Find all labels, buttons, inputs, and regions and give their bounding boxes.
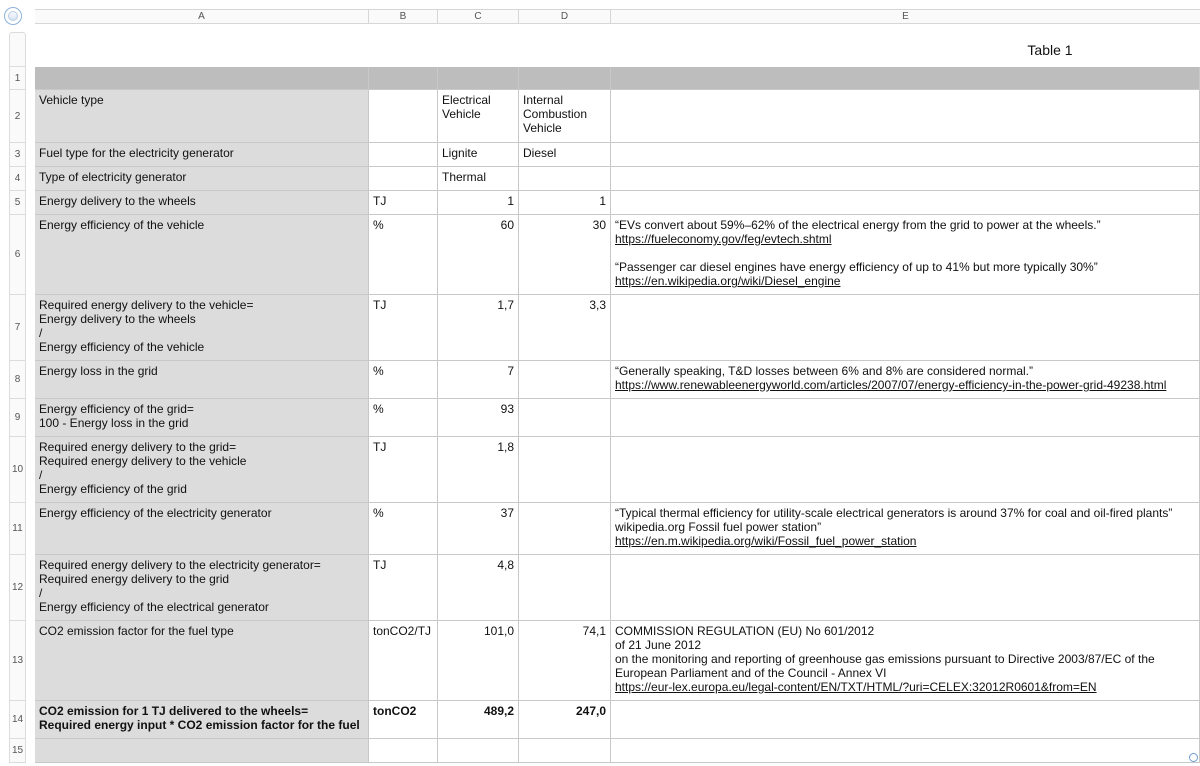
cell-b6[interactable]	[369, 215, 438, 295]
cell-a13[interactable]	[35, 621, 369, 701]
cell-link[interactable]: https://en.wikipedia.org/wiki/Diesel_engine	[615, 274, 841, 288]
cell-text-line: /	[39, 326, 43, 340]
cell-text-line: Energy efficiency of the grid	[39, 482, 187, 496]
cell-text-line: 3,3	[589, 298, 606, 312]
cell-b5[interactable]	[369, 191, 438, 215]
table-title[interactable]: Table 1	[1027, 42, 1073, 58]
cell-d9[interactable]	[519, 399, 611, 437]
row-header-8[interactable]: 8	[9, 361, 26, 399]
cell-text-line: Energy delivery to the wheels	[39, 312, 196, 326]
cell-e6[interactable]	[611, 215, 1200, 295]
cell-blank-line	[615, 246, 1195, 260]
cell-text-line: 1	[599, 194, 606, 208]
cell-text-line: 7	[507, 364, 514, 378]
cell-text-line: on the monitoring and reporting of greenhouse gas emissions pursuant to Directive 2003/87/EC of the	[615, 652, 1155, 666]
cell-c1[interactable]	[438, 67, 519, 90]
cell-text-line: Energy efficiency of the vehicle	[39, 218, 205, 232]
row-header-9[interactable]: 9	[9, 399, 26, 437]
cell-a12[interactable]	[35, 555, 369, 621]
row-header-3[interactable]: 3	[9, 143, 26, 167]
cell-e9[interactable]	[611, 399, 1200, 437]
cell-b11[interactable]	[369, 503, 438, 555]
cell-a5[interactable]	[35, 191, 369, 215]
cell-c5[interactable]	[438, 191, 519, 215]
cell-e12[interactable]	[611, 555, 1200, 621]
cell-e13[interactable]	[611, 621, 1200, 701]
cell-a9[interactable]	[35, 399, 369, 437]
cell-text-line: Fuel type for the electricity generator	[39, 146, 234, 160]
cell-b14[interactable]	[369, 701, 438, 739]
cell-d1[interactable]	[519, 67, 611, 90]
cell-b13[interactable]	[369, 621, 438, 701]
cell-e3[interactable]	[611, 143, 1200, 167]
cell-text-line: Combustion	[523, 107, 588, 121]
cell-a14[interactable]	[35, 701, 369, 739]
cell-text-line: 1,8	[497, 440, 514, 454]
cell-e4[interactable]	[611, 167, 1200, 191]
cell-text-line: TJ	[373, 298, 387, 312]
cell-text-line: CO2 emission for 1 TJ delivered to the wheels=	[39, 704, 309, 718]
cell-text-line: Required energy delivery to the vehicle	[39, 454, 247, 468]
cell-b10[interactable]	[369, 437, 438, 503]
row-header-bar	[9, 32, 26, 766]
row-header-4[interactable]: 4	[9, 167, 26, 191]
cell-text-line: 100 - Energy loss in the grid	[39, 416, 189, 430]
cell-b12[interactable]	[369, 555, 438, 621]
cell-text-line: 1,7	[497, 298, 514, 312]
cell-d2[interactable]	[519, 90, 611, 143]
cell-text-line: Required energy delivery to the vehicle=	[39, 298, 254, 312]
cell-link[interactable]: https://fueleconomy.gov/feg/evtech.shtml	[615, 232, 832, 246]
cell-text-line: 247,0	[575, 704, 606, 718]
column-header-strip	[35, 9, 1200, 24]
cell-a3[interactable]	[35, 143, 369, 167]
cell-text-line: Vehicle	[442, 107, 481, 121]
cell-a11[interactable]	[35, 503, 369, 555]
cell-text-line: %	[373, 218, 384, 232]
cell-text-line: Energy efficiency of the vehicle	[39, 340, 205, 354]
cell-d4[interactable]	[519, 167, 611, 191]
cell-text-line: %	[373, 364, 384, 378]
cell-d10[interactable]	[519, 437, 611, 503]
cell-text-line: Diesel	[523, 146, 557, 160]
cell-text-line: TJ	[373, 440, 387, 454]
cell-c14[interactable]	[438, 701, 519, 739]
row-header-7[interactable]: 7	[9, 295, 26, 361]
cell-e8[interactable]	[611, 361, 1200, 399]
cell-e15[interactable]	[611, 739, 1200, 763]
cell-text-line: Required energy delivery to the electricity generator=	[39, 558, 321, 572]
column-header-e[interactable]: E	[902, 11, 909, 22]
row-header-10[interactable]: 10	[9, 437, 26, 503]
cell-text-line: /	[39, 586, 43, 600]
cell-text-line: TJ	[373, 194, 387, 208]
cell-e5[interactable]	[611, 191, 1200, 215]
cell-d12[interactable]	[519, 555, 611, 621]
cell-b15[interactable]	[369, 739, 438, 763]
cell-text-line: tonCO2	[373, 704, 417, 718]
row-header-14[interactable]: 14	[9, 701, 26, 739]
cell-c7[interactable]	[438, 295, 519, 361]
cell-b9[interactable]	[369, 399, 438, 437]
column-header-c[interactable]: C	[438, 10, 519, 23]
cell-text-line: 101,0	[483, 624, 514, 638]
cell-c2[interactable]	[438, 90, 519, 143]
cell-c10[interactable]	[438, 437, 519, 503]
cell-text-line: wikipedia.org Fossil fuel power station”	[615, 520, 822, 534]
cell-text-line: 4,8	[497, 558, 514, 572]
cell-b8[interactable]	[369, 361, 438, 399]
cell-c3[interactable]	[438, 143, 519, 167]
row-header-12[interactable]: 12	[9, 555, 26, 621]
cell-text-line: Vehicle	[523, 121, 562, 135]
cell-text-line: 30	[592, 218, 606, 232]
cell-text-line: 489,2	[483, 704, 514, 718]
cell-text-line: Thermal	[442, 170, 487, 184]
cell-e10[interactable]	[611, 437, 1200, 503]
cell-d7[interactable]	[519, 295, 611, 361]
cell-text-line: %	[373, 402, 384, 416]
cell-text-line: /	[39, 468, 43, 482]
cell-d13[interactable]	[519, 621, 611, 701]
cell-a4[interactable]	[35, 167, 369, 191]
column-header-d[interactable]: D	[519, 10, 611, 23]
cell-d8[interactable]	[519, 361, 611, 399]
cell-d15[interactable]	[519, 739, 611, 763]
cell-d11[interactable]	[519, 503, 611, 555]
cell-d6[interactable]	[519, 215, 611, 295]
cell-c12[interactable]	[438, 555, 519, 621]
cell-text-line: Energy efficiency of the electrical generator	[39, 600, 269, 614]
cell-c8[interactable]	[438, 361, 519, 399]
cell-d5[interactable]	[519, 191, 611, 215]
cell-a7[interactable]	[35, 295, 369, 361]
cell-text-line: Energy efficiency of the electricity generator	[39, 506, 272, 520]
row-header-11[interactable]: 11	[9, 503, 26, 555]
cell-link[interactable]: https://eur-lex.europa.eu/legal-content/EN/TXT/HTML/?uri=CELEX:32012R0601&from=EN	[615, 680, 1097, 694]
column-header-bar	[0, 0, 1200, 30]
cell-a1[interactable]	[35, 67, 369, 90]
row-header-1[interactable]: 1	[9, 67, 26, 90]
cell-c15[interactable]	[438, 739, 519, 763]
cell-a6[interactable]	[35, 215, 369, 295]
cell-text-line: of 21 June 2012	[615, 638, 702, 652]
cell-e11[interactable]	[611, 503, 1200, 555]
cell-c9[interactable]	[438, 399, 519, 437]
cell-text-line: Vehicle type	[39, 93, 104, 107]
table-resize-handle-icon[interactable]	[1189, 753, 1198, 762]
cell-b4[interactable]	[369, 167, 438, 191]
cell-b2[interactable]	[369, 90, 438, 143]
cell-text-line: %	[373, 506, 384, 520]
cell-text-line: tonCO2/TJ	[373, 624, 432, 638]
cell-a15[interactable]	[35, 739, 369, 763]
cell-a8[interactable]	[35, 361, 369, 399]
row-header-13[interactable]: 13	[9, 621, 26, 701]
row-header-6[interactable]: 6	[9, 215, 26, 295]
cell-d14[interactable]	[519, 701, 611, 739]
cell-c11[interactable]	[438, 503, 519, 555]
cell-text-line: 74,1	[582, 624, 606, 638]
cell-text-line: CO2 emission factor for the fuel type	[39, 624, 234, 638]
cell-text-line: Energy loss in the grid	[39, 364, 158, 378]
cell-c6[interactable]	[438, 215, 519, 295]
cell-a10[interactable]	[35, 437, 369, 503]
cell-link[interactable]: https://www.renewableenergyworld.com/articles/2007/07/energy-efficiency-in-the-power-grid-49238.html	[615, 378, 1167, 392]
cell-text-line: “Passenger car diesel engines have energy efficiency of up to 41% but more typically 30%”	[615, 260, 1098, 274]
cell-a2[interactable]	[35, 90, 369, 143]
cell-text-line: Required energy delivery to the grid=	[39, 440, 237, 454]
cell-b3[interactable]	[369, 143, 438, 167]
cell-b7[interactable]	[369, 295, 438, 361]
cell-text-line: Energy efficiency of the grid=	[39, 402, 194, 416]
column-header-a[interactable]: A	[35, 10, 369, 23]
cell-d3[interactable]	[519, 143, 611, 167]
select-all-circle-icon[interactable]	[4, 7, 22, 25]
cell-text-line: Internal	[523, 93, 564, 107]
cell-c4[interactable]	[438, 167, 519, 191]
cell-text-line: 37	[500, 506, 514, 520]
row-header-title-area	[9, 32, 26, 67]
cell-e1[interactable]	[611, 67, 1200, 90]
cell-text-line: Electrical	[442, 93, 491, 107]
cell-text-line: “EVs convert about 59%–62% of the electrical energy from the grid to power at the wheels.”	[615, 218, 1101, 232]
cell-text-line: Lignite	[442, 146, 478, 160]
cell-b1[interactable]	[369, 67, 438, 90]
cell-text-line: Required energy delivery to the grid	[39, 572, 230, 586]
cell-c13[interactable]	[438, 621, 519, 701]
cell-text-line: 60	[500, 218, 514, 232]
cell-text-line: “Generally speaking, T&D losses between 6% and 8% are considered normal.”	[615, 364, 1033, 378]
column-header-b[interactable]: B	[369, 10, 438, 23]
cell-text-line: COMMISSION REGULATION (EU) No 601/2012	[615, 624, 875, 638]
cell-text-line: Required energy input * CO2 emission factor for the fuel	[39, 718, 360, 732]
cell-link[interactable]: https://en.m.wikipedia.org/wiki/Fossil_fuel_power_station	[615, 534, 917, 548]
row-header-15[interactable]: 15	[9, 739, 26, 763]
cell-text-line: Type of electricity generator	[39, 170, 187, 184]
cell-e2[interactable]	[611, 90, 1200, 143]
row-header-5[interactable]: 5	[9, 191, 26, 215]
cell-text-line: Energy delivery to the wheels	[39, 194, 196, 208]
cell-e14[interactable]	[611, 701, 1200, 739]
cell-text-line: 1	[507, 194, 514, 208]
cell-text-line: “Typical thermal efficiency for utility-scale electrical generators is around 37% for coal and oil-fired plants”	[615, 506, 1173, 520]
cell-text-line: 93	[500, 402, 514, 416]
cell-e7[interactable]	[611, 295, 1200, 361]
cell-text-line: European Parliament and of the Council - Annex VI	[615, 666, 887, 680]
cell-text-line: TJ	[373, 558, 387, 572]
spreadsheet-table	[35, 67, 1200, 766]
row-header-2[interactable]: 2	[9, 90, 26, 143]
